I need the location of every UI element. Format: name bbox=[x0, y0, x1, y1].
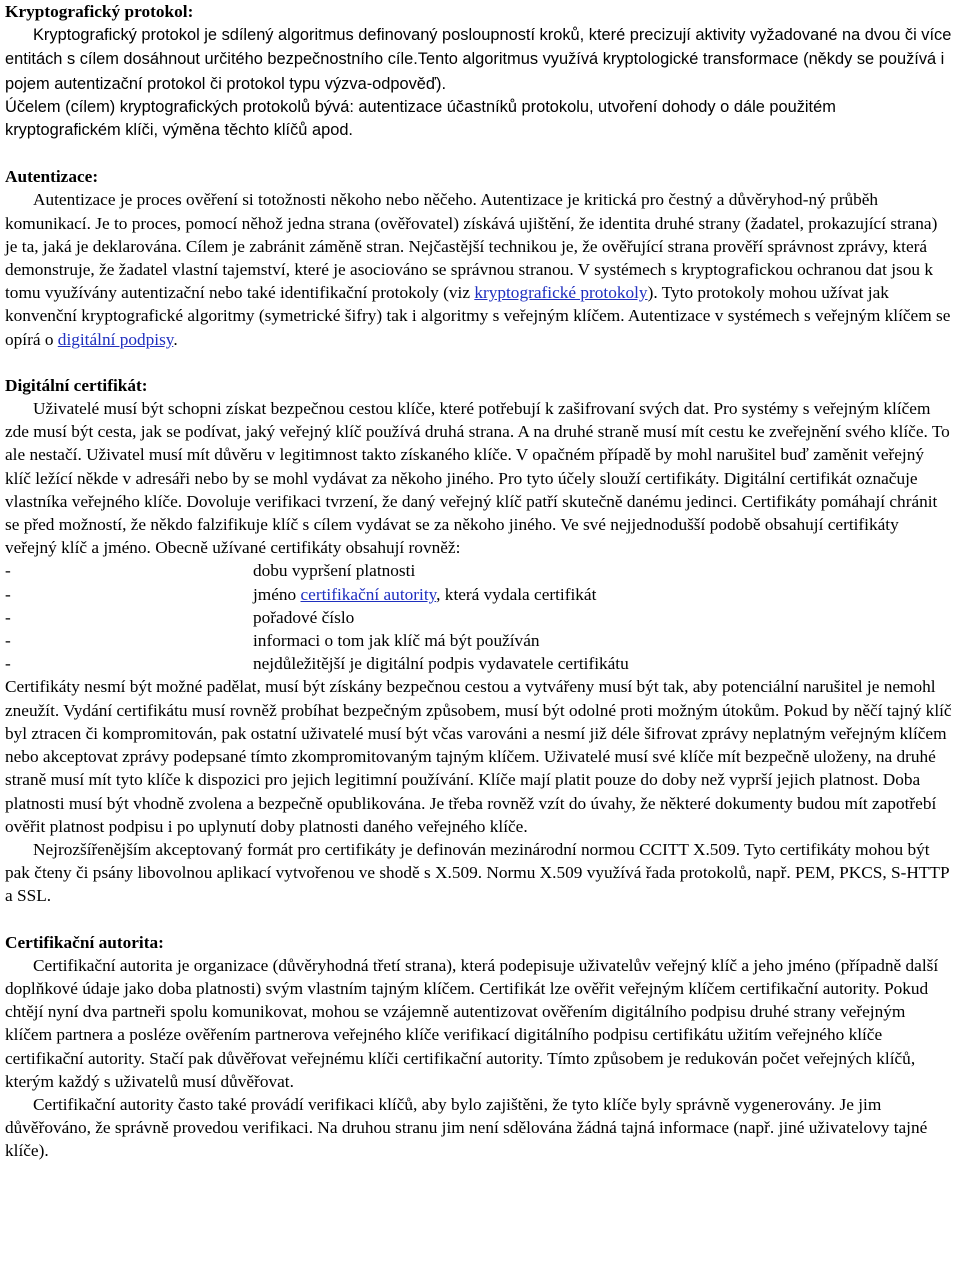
list-dash: - bbox=[5, 631, 11, 651]
list-dash: - bbox=[5, 607, 11, 627]
spacer bbox=[5, 351, 954, 374]
list-item-text: dobu vypršení platnosti bbox=[253, 561, 416, 581]
spacer bbox=[5, 908, 954, 931]
auth-text-a: Autentizace je proces ověření si totožnosti někoho nebo něčeho. Autentizace je kritická pro čestný a důvěryhod-ný průběh komunikací. Je to proces, pomocí něhož jedna strana (ověřovatel) získává ujištění, že identita druhé strany (žadatel, prokazující strana) je ta, jaká je deklarována. Cílem je zabránit záměně stran. Nejčastější technikou je, že ověřující strana prověří správnost zprávy, která demonstruje, že žadatel vlastní tajemství, které je asociováno se správnou stranou. V systémech s kryptografickou ochranou dat jsou k tomu využívány autentizační nebo také identifikační protokoly (viz bbox=[5, 190, 938, 303]
auth-text-b: ). Tyto protokoly mohou užívat jak konvenční kryptografické algoritmy (symetrické šifry) tak i algoritmy s veřejným klíčem. Autentizace v systémech s veřejným klíčem se opírá o bbox=[5, 283, 951, 349]
cert-paragraph-3: Nejrozšířenějším akceptovaný formát pro certifikáty je definován mezinárodní normou CCITT X.509. Tyto certifikáty mohou být pak čteny či psány libovolnou aplikací vytvořenou ve shodě s X.509. Normu X.509 využívá řada protokolů, např. PEM, PKCS, S-HTTP a SSL. bbox=[5, 839, 949, 906]
list-item bbox=[5, 629, 954, 652]
link-digitalni-podpisy[interactable]: digitální podpisy bbox=[57, 329, 174, 349]
ca-paragraph-1: Certifikační autorita je organizace (důvěryhodná třetí strana), která podepisuje uživatelův veřejný klíč a jeho jméno (případně další doplňkové údaje jako doba platnosti) svým vlastním tajným klíčem. Certifikát lze ověřit veřejným klíčem certifikační autority. Pokud chtějí nyní dva partneři spolu komunikovat, mohou se vzájemně autentizovat ověřením digitálního podpisu druhé strany veřejným klíčem partnera a posléze ověřením partnerova veřejného klíče verifikací digitálního podpisu certifikátu užitím veřejného klíče certifikační autority. Stačí pak důvěřovat veřejnému klíči certifikační autority. Tímto způsobem je redukován počet veřejných klíčů, kterým každý s uživatelů musí důvěřovat. bbox=[5, 955, 939, 1091]
link-certifikacni-autority[interactable]: certifikační autority bbox=[300, 584, 437, 604]
section-title-ca: Certifikační autorita: bbox=[5, 932, 164, 952]
section-title-crypto: Kryptografický protokol: bbox=[5, 2, 194, 21]
list-item-text: nejdůležitější je digitální podpis vydavatele certifikátu bbox=[253, 654, 629, 674]
list-item bbox=[5, 583, 954, 606]
list-dash: - bbox=[5, 584, 11, 604]
list-item bbox=[5, 606, 954, 629]
list-item-text-b: , která vydala certifikát bbox=[436, 584, 597, 604]
list-item-text-a: jméno bbox=[253, 584, 301, 604]
list-item-text bbox=[253, 583, 596, 606]
crypto-p1-sans-b: Tento algoritmus využívá kryptologické transformace (někdy se používá i pojem autentizační protokol či protokol typu výzva-odpověď). bbox=[5, 50, 945, 93]
list-dash: - bbox=[5, 654, 11, 674]
list-item bbox=[5, 559, 954, 582]
list-item-text: informaci o tom jak klíč má být používán bbox=[253, 631, 540, 651]
crypto-paragraph-2: Účelem (cílem) kryptografických protokolů bývá: autentizace účastníků protokolu, utvoření dohody o dále použitém kryptografickém klíči, výměna těchto klíčů apod. bbox=[5, 97, 836, 140]
spacer bbox=[5, 142, 954, 165]
crypto-p1-sans: Kryptografický protokol je sdílený algoritmus definovaný posloupností kroků, které precizují aktivity vyžadované na dvou či více entitách s cílem dosáhnout určitého bezpečnostního cíle. bbox=[5, 26, 952, 69]
list-dash: - bbox=[5, 561, 11, 581]
cert-paragraph-1: Uživatelé musí být schopni získat bezpečnou cestou klíče, které potřebují k zašifrovaní svých dat. Pro systémy s veřejným klíčem zde musí být cesta, jak se podívat, jaký veřejný klíč používá druhá strana. A na druhé straně musí mít cestu ke zveřejnění svého klíče. To ale nestačí. Uživatel musí mít důvěru v legitimnost takto získaného klíče. V opačném případě by mohl narušitel buď zaměnit veřejný klíč ležící někde v adresáři nebo by se mohl vydávat za někoho jiného. Pro tyto účely slouží certifikáty. Digitální certifikát označuje vlastníka veřejného klíče. Dovoluje verifikaci tvrzení, že daný veřejný klíč patří skutečně danému jedinci. Certifikáty pomáhají chránit se před možností, že někdo falzifikuje klíč s cílem vydávat se za někoho jiného. Ve své nejjednodušší podobě obsahují certifikáty veřejný klíč a jméno. Obecně užívané certifikáty obsahují rovněž: bbox=[5, 399, 950, 558]
crypto-paragraph-1 bbox=[5, 23, 954, 96]
auth-paragraph-1 bbox=[5, 188, 954, 350]
section-title-auth: Autentizace: bbox=[5, 167, 99, 187]
list-item-text: pořadové číslo bbox=[253, 607, 355, 627]
cert-contents-list bbox=[5, 559, 954, 675]
cert-paragraph-2: Certifikáty nesmí být možné padělat, musí být získány bezpečnou cestou a vytvářeny musí být tak, aby potenciální narušitel je nemohl zneužít. Vydání certifikátu musí rovněž probíhat bezpečným způsobem, musí být odolné proti možným útokům. Pokud by něčí tajný klíč byl ztracen či kompromitován, pak ostatní uživatelé musí být včas varováni a nesmí již déle šifrovat zprávy neplatným veřejným klíčem nebo akceptovat zprávy podepsané tímto zkompromitovaným tajným klíčem. Uživatelé musí své klíče mít bezpečně uloženy, na druhé straně musí mít tyto klíče k dispozici pro jejich legitimní používání. Klíče mají platit pouze do doby než vyprší jejich platnost. Doba platnosti musí být vhodně zvolena a bezpečně opublikována. Je třeba rovněž vzít do úvahy, že některé dokumenty budou mít zapotřebí ověřit platnost podpisu i po uplynutí doby platnosti daného veřejného klíče. bbox=[5, 677, 952, 836]
link-kryptograficke-protokoly[interactable]: kryptografické protokoly bbox=[474, 283, 648, 303]
list-item bbox=[5, 652, 954, 675]
ca-paragraph-2: Certifikační autority často také provádí verifikaci klíčů, aby bylo zajištěni, že tyto klíče byly správně vygenerovány. Je jim důvěřováno, že správně provedou verifikaci. Na druhou stranu jim není sdělována žádná tajná informace (např. jiné uživatelovy tajné klíče). bbox=[5, 1094, 928, 1161]
section-title-cert: Digitální certifikát: bbox=[5, 375, 148, 395]
auth-text-c: . bbox=[173, 329, 178, 349]
